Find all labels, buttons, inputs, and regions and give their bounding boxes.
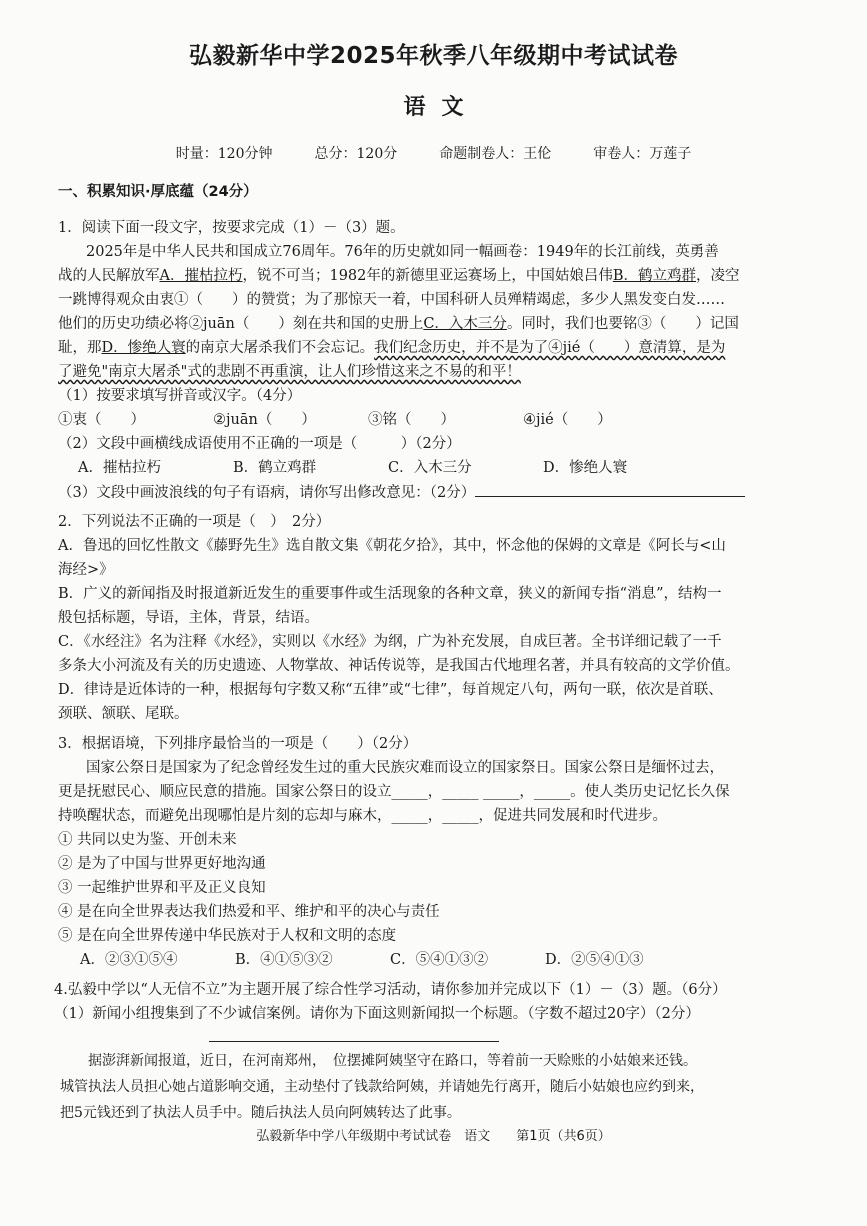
q2-stem: 2．下列说法不正确的一项是（ ） 2分）: [58, 514, 331, 530]
question-2: [58, 510, 818, 726]
q3-item: ① 共同以史为鉴、开创未来: [58, 832, 237, 848]
idiom-a: A．摧枯拉朽: [159, 268, 243, 284]
news-line: 据澎湃新闻报道，近日，在河南郑州， 位摆摊阿姨坚守在路口，等着前一天赊账的小姑娘来还钱。: [88, 1053, 697, 1069]
news-line: 城管执法人员担心她占道影响交通，主动垫付了钱款给阿姨，并请她先行离开，随后小姑娘也应约到来，: [60, 1079, 704, 1095]
q1-sub2: （2）文段中画横线成语使用不正确的一项是（ ）（2分）: [58, 436, 461, 452]
option-b-line[interactable]: B．广义的新闻指及时报道新近发生的重要事件或生活现象的各种文章，狭义的新闻专指“消息”，结构一: [58, 586, 722, 602]
q1-passage-line: 战的人民解放军A．摧枯拉朽，锐不可当；1982年的新德里亚运赛场上，中国姑娘吕伟B．鹤立鸡群，凌空: [58, 268, 740, 284]
idiom-c: C．入木三分: [423, 316, 507, 332]
page-footer: 弘毅新华中学八年级期中考试试卷 语文 第1页（共6页）: [256, 1129, 611, 1144]
q1-stem: 1．阅读下面一段文字，按要求完成（1）－（3）题。: [58, 220, 405, 236]
q1-passage-line: 2025年是中华人民共和国成立76周年。76年的历史就如同一幅画卷：1949年的长江前线，英勇善: [86, 244, 719, 260]
exam-meta: [0, 142, 867, 166]
exam-title: 弘毅新华中学2025年秋季八年级期中考试试卷: [188, 43, 678, 69]
question-4: [54, 978, 814, 1050]
exam-time: 时量：120分钟: [175, 146, 273, 162]
option-d[interactable]: D．惨绝人寰: [543, 460, 628, 476]
option-d-line: 颈联、颔联、尾联。: [58, 706, 189, 722]
fill-item[interactable]: ④jié（ ）: [523, 412, 612, 428]
exam-total: 总分：120分: [314, 146, 398, 162]
q3-passage-line: 持唤醒状态，而避免出现哪怕是片刻的忘却与麻木，_____，_____，促进共同发展和时代进步。: [58, 808, 667, 824]
wavy-sentence: 我们纪念历史，并不是为了④jié（ ）意清算，是为: [374, 340, 726, 356]
option-a-line[interactable]: A．鲁迅的回忆性散文《藤野先生》选自散文集《朝花夕拾》，其中，怀念他的保姆的文章是《阿长与<山: [58, 538, 726, 554]
q3-passage-line: 更是抚慰民心、顺应民意的措施。国家公祭日的设立_____，_____ _____，_____。使人类历史记忆长久保: [58, 784, 730, 800]
exam-author: 命题制卷人：王伦: [439, 146, 552, 162]
answer-blank[interactable]: [209, 1027, 499, 1042]
idiom-d: D．惨绝人寰: [101, 340, 186, 356]
q3-item: ④ 是在向全世界表达我们热爱和平、维护和平的决心与责任: [58, 904, 440, 920]
wavy-sentence: 了避免"南京大屠杀"式的悲剧不再重演，让人们珍惜这来之不易的和平！: [58, 364, 521, 380]
fill-item[interactable]: ①衷（ ）: [58, 412, 145, 428]
answer-blank[interactable]: [475, 480, 745, 497]
option-c-line[interactable]: C．《水经注》名为注释《水经》，实则以《水经》为纲，广为补充发展，自成巨著。全书详细记载了一千: [58, 634, 722, 650]
exam-reviewer: 审卷人：万莲子: [593, 146, 692, 162]
option-c[interactable]: C．⑤④①③②: [390, 952, 489, 968]
q1-sub2-options: [58, 456, 818, 480]
q3-options: [58, 948, 818, 972]
option-d-line[interactable]: D．律诗是近体诗的一种，根据每句字数又称“五律”或“七律”，每首规定八句，两句一联，依次是首联、: [58, 682, 723, 698]
option-b-line: 般包括标题，导语，主体，背景，结语。: [58, 610, 319, 626]
option-c-line: 多条大小河流及有关的历史遗迹、人物掌故、神话传说等，是我国古代地理名著，并具有较高的文学价值。: [58, 658, 740, 674]
news-line: 把5元钱还到了执法人员手中。随后执法人员向阿姨转达了此事。: [60, 1105, 461, 1121]
q1-passage-line: 耻，那D．惨绝人寰的南京大屠杀我们不会忘记。我们纪念历史，并不是为了④jié（ ）意清算，是为: [58, 340, 726, 356]
section-heading: 一、积累知识·厚底蕴（24分）: [58, 184, 258, 200]
q3-stem: 3．根据语境，下列排序最恰当的一项是（ ）（2分）: [58, 736, 418, 752]
title-answer-line: [54, 1026, 814, 1050]
exam-subject: 语文: [403, 95, 480, 120]
option-a-line: 海经>》: [58, 562, 114, 578]
q1-sub1-items: [58, 408, 818, 432]
q1-passage-line: 他们的历史功绩必将②juān（ ）刻在共和国的史册上C．入木三分。同时，我们也要铭③（ ）记国: [58, 316, 739, 332]
q4-sub1: （1）新闻小组搜集到了不少诚信案例。请你为下面这则新闻拟一个标题。（字数不超过20字）（2分）: [54, 1006, 700, 1022]
question-3: [58, 732, 818, 972]
option-b[interactable]: B．④①⑤③②: [235, 952, 333, 968]
fill-item[interactable]: ③铭（ ）: [368, 412, 455, 428]
news-excerpt: [60, 1048, 820, 1126]
q1-passage-line: 一跳博得观众由衷①（ ）的赞赏；为了那惊天一着，中国科研人员殚精竭虑，多少人黑发变白发……: [58, 292, 725, 308]
q1-sub1: （1）按要求填写拼音或汉字。（4分）: [58, 388, 302, 404]
q4-stem: 4.弘毅中学以“人无信不立”为主题开展了综合性学习活动，请你参加并完成以下（1）－（3）题。（6分）: [54, 982, 727, 998]
q3-item: ③ 一起维护世界和平及正义良知: [58, 880, 266, 896]
fill-item[interactable]: ②juān（ ）: [213, 412, 316, 428]
option-a[interactable]: A．②③①⑤④: [80, 952, 178, 968]
option-b[interactable]: B．鹤立鸡群: [233, 460, 317, 476]
q3-item: ② 是为了中国与世界更好地沟通: [58, 856, 266, 872]
option-d[interactable]: D．②⑤④①③: [545, 952, 644, 968]
q3-passage-line: 国家公祭日是国家为了纪念曾经发生过的重大民族灾难而设立的国家祭日。国家公祭日是缅怀过去，: [86, 760, 724, 776]
option-c[interactable]: C．入木三分: [388, 460, 472, 476]
idiom-b: B．鹤立鸡群: [612, 268, 697, 284]
question-1: [58, 216, 818, 504]
q1-sub3: （3）文段中画波浪线的句子有语病，请你写出修改意见：（2分）: [58, 480, 818, 504]
option-a[interactable]: A．摧枯拉朽: [78, 460, 161, 476]
q3-item: ⑤ 是在向全世界传递中华民族对于人权和文明的态度: [58, 928, 397, 944]
